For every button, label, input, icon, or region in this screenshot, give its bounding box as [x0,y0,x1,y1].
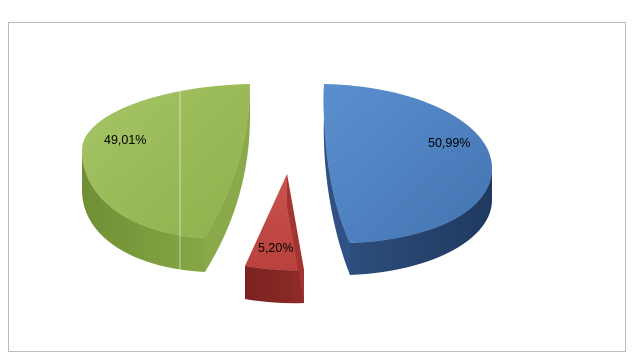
pie-slice-green [82,84,250,272]
pie-slice-red-side [245,266,304,303]
pie-slice-blue [324,84,492,275]
pie-slice-red [245,174,304,303]
data-label-blue: 50,99% [428,136,471,150]
data-label-green: 49,01% [104,133,147,147]
data-label-red: 5,20% [258,241,294,255]
